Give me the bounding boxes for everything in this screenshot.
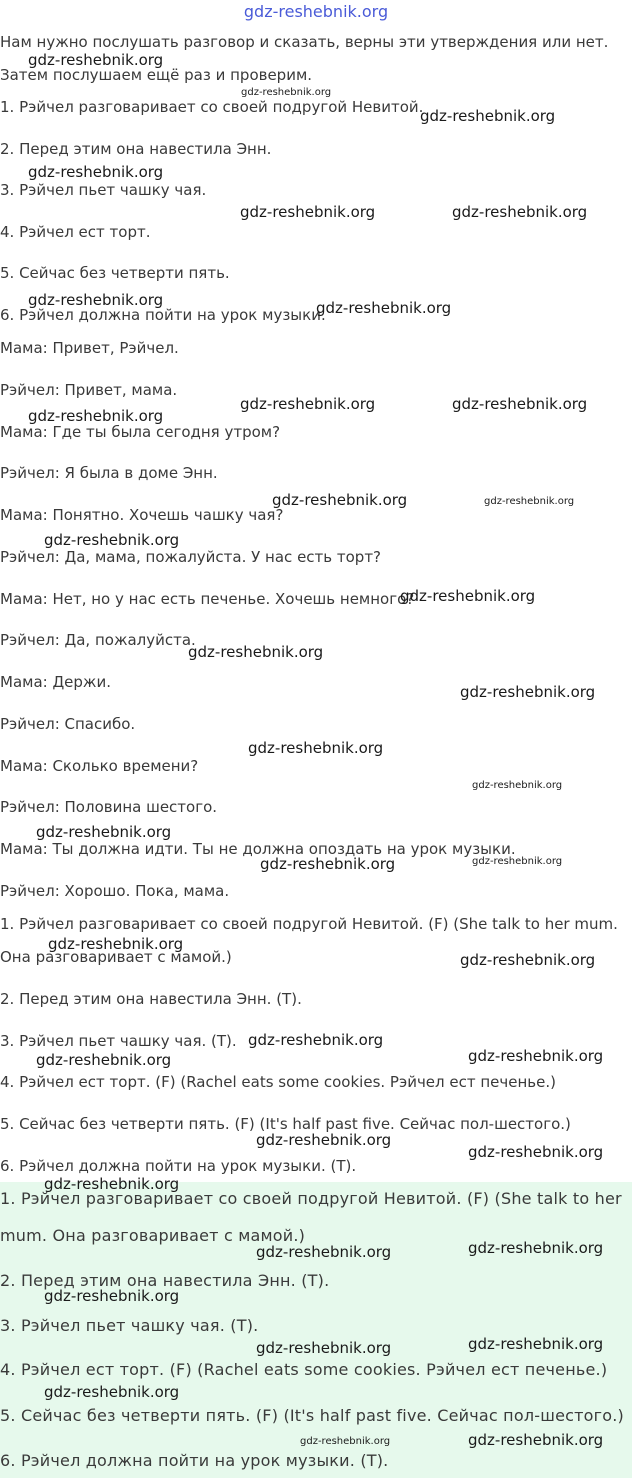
- watermark: gdz-reshebnik.org: [28, 291, 164, 309]
- watermark: gdz-reshebnik.org: [300, 1436, 391, 1447]
- highlighted-answer-item: 2. Перед этим она навестила Энн. (T).: [0, 1271, 330, 1290]
- watermark: gdz-reshebnik.org: [44, 1383, 180, 1401]
- watermark: gdz-reshebnik.org: [28, 51, 164, 69]
- watermark: gdz-reshebnik.org: [248, 1031, 384, 1049]
- watermark: gdz-reshebnik.org: [484, 496, 575, 507]
- watermark: gdz-reshebnik.org: [240, 203, 376, 221]
- highlighted-answer-item: 3. Рэйчел пьет чашку чая. (T).: [0, 1316, 259, 1335]
- watermark: gdz-reshebnik.org: [472, 780, 563, 791]
- dialogue-line: Рэйчел: Да, пожалуйста.: [0, 631, 196, 649]
- answer-item: 6. Рэйчел должна пойти на урок музыки. (T).: [0, 1157, 357, 1175]
- answer-item: 4. Рэйчел ест торт. (F) (Rachel eats some cookies. Рэйчел ест печенье.): [0, 1073, 556, 1091]
- intro-line: Затем послушаем ещё раз и проверим.: [0, 66, 313, 84]
- watermark: gdz-reshebnik.org: [48, 935, 184, 953]
- watermark: gdz-reshebnik.org: [420, 107, 556, 125]
- watermark: gdz-reshebnik.org: [241, 87, 332, 98]
- statement-item: 5. Сейчас без четверти пять.: [0, 264, 230, 282]
- site-title[interactable]: gdz-reshebnik.org: [243, 2, 389, 21]
- statement-item: 2. Перед этим она навестила Энн.: [0, 140, 272, 158]
- statement-item: 4. Рэйчел ест торт.: [0, 223, 151, 241]
- statement-item: 3. Рэйчел пьет чашку чая.: [0, 181, 207, 199]
- dialogue-line: Рэйчел: Да, мама, пожалуйста. У нас есть торт?: [0, 548, 382, 566]
- statement-item: 6. Рэйчел должна пойти на урок музыки.: [0, 306, 326, 324]
- dialogue-line: Рэйчел: Привет, мама.: [0, 381, 178, 399]
- watermark: gdz-reshebnik.org: [44, 1287, 180, 1305]
- watermark: gdz-reshebnik.org: [44, 531, 180, 549]
- watermark: gdz-reshebnik.org: [188, 643, 324, 661]
- dialogue-line: Мама: Понятно. Хочешь чашку чая?: [0, 506, 284, 524]
- watermark: gdz-reshebnik.org: [256, 1243, 392, 1261]
- watermark: gdz-reshebnik.org: [472, 856, 563, 867]
- watermark: gdz-reshebnik.org: [468, 1431, 604, 1449]
- answer-item: Она разговаривает с мамой.): [0, 948, 232, 966]
- watermark: gdz-reshebnik.org: [36, 823, 172, 841]
- watermark: gdz-reshebnik.org: [468, 1239, 604, 1257]
- answer-item: 1. Рэйчел разговаривает со своей подругой Невитой. (F) (She talk to her mum.: [0, 915, 618, 933]
- watermark: gdz-reshebnik.org: [460, 683, 596, 701]
- watermark: gdz-reshebnik.org: [272, 491, 408, 509]
- watermark: gdz-reshebnik.org: [460, 951, 596, 969]
- highlighted-answer-item: mum. Она разговаривает с мамой.): [0, 1226, 306, 1245]
- watermark: gdz-reshebnik.org: [28, 407, 164, 425]
- watermark: gdz-reshebnik.org: [28, 163, 164, 181]
- watermark: gdz-reshebnik.org: [452, 203, 588, 221]
- dialogue-line: Мама: Сколько времени?: [0, 757, 199, 775]
- highlighted-answer-item: 5. Сейчас без четверти пять. (F) (It's half past five. Сейчас пол-шестого.): [0, 1406, 624, 1425]
- watermark: gdz-reshebnik.org: [400, 587, 536, 605]
- watermark: gdz-reshebnik.org: [468, 1143, 604, 1161]
- highlighted-answer-item: 6. Рэйчел должна пойти на урок музыки. (T).: [0, 1451, 389, 1470]
- dialogue-line: Мама: Держи.: [0, 673, 111, 691]
- watermark: gdz-reshebnik.org: [256, 1339, 392, 1357]
- answer-item: 3. Рэйчел пьет чашку чая. (T).: [0, 1032, 237, 1050]
- watermark: gdz-reshebnik.org: [44, 1175, 180, 1193]
- dialogue-line: Рэйчел: Половина шестого.: [0, 798, 218, 816]
- dialogue-line: Мама: Нет, но у нас есть печенье. Хочешь немного?: [0, 590, 415, 608]
- watermark: gdz-reshebnik.org: [36, 1051, 172, 1069]
- watermark: gdz-reshebnik.org: [468, 1047, 604, 1065]
- watermark: gdz-reshebnik.org: [452, 395, 588, 413]
- watermark: gdz-reshebnik.org: [468, 1335, 604, 1353]
- watermark: gdz-reshebnik.org: [260, 855, 396, 873]
- dialogue-line: Рэйчел: Хорошо. Пока, мама.: [0, 882, 230, 900]
- dialogue-line: Мама: Где ты была сегодня утром?: [0, 423, 281, 441]
- dialogue-line: Мама: Ты должна идти. Ты не должна опоздать на урок музыки.: [0, 840, 516, 858]
- watermark: gdz-reshebnik.org: [256, 1131, 392, 1149]
- intro-line: Нам нужно послушать разговор и сказать, верны эти утверждения или нет.: [0, 33, 609, 51]
- answer-item: 5. Сейчас без четверти пять. (F) (It's half past five. Сейчас пол-шестого.): [0, 1115, 571, 1133]
- statement-item: 1. Рэйчел разговаривает со своей подругой Невитой.: [0, 98, 424, 116]
- watermark: gdz-reshebnik.org: [316, 299, 452, 317]
- dialogue-line: Рэйчел: Спасибо.: [0, 715, 136, 733]
- answer-item: 2. Перед этим она навестила Энн. (T).: [0, 990, 302, 1008]
- dialogue-line: Рэйчел: Я была в доме Энн.: [0, 464, 218, 482]
- highlighted-answer-item: 1. Рэйчел разговаривает со своей подругой Невитой. (F) (She talk to her: [0, 1189, 622, 1208]
- watermark: gdz-reshebnik.org: [240, 395, 376, 413]
- watermark: gdz-reshebnik.org: [248, 739, 384, 757]
- dialogue-line: Мама: Привет, Рэйчел.: [0, 339, 179, 357]
- highlighted-answer-item: 4. Рэйчел ест торт. (F) (Rachel eats some cookies. Рэйчел ест печенье.): [0, 1360, 608, 1379]
